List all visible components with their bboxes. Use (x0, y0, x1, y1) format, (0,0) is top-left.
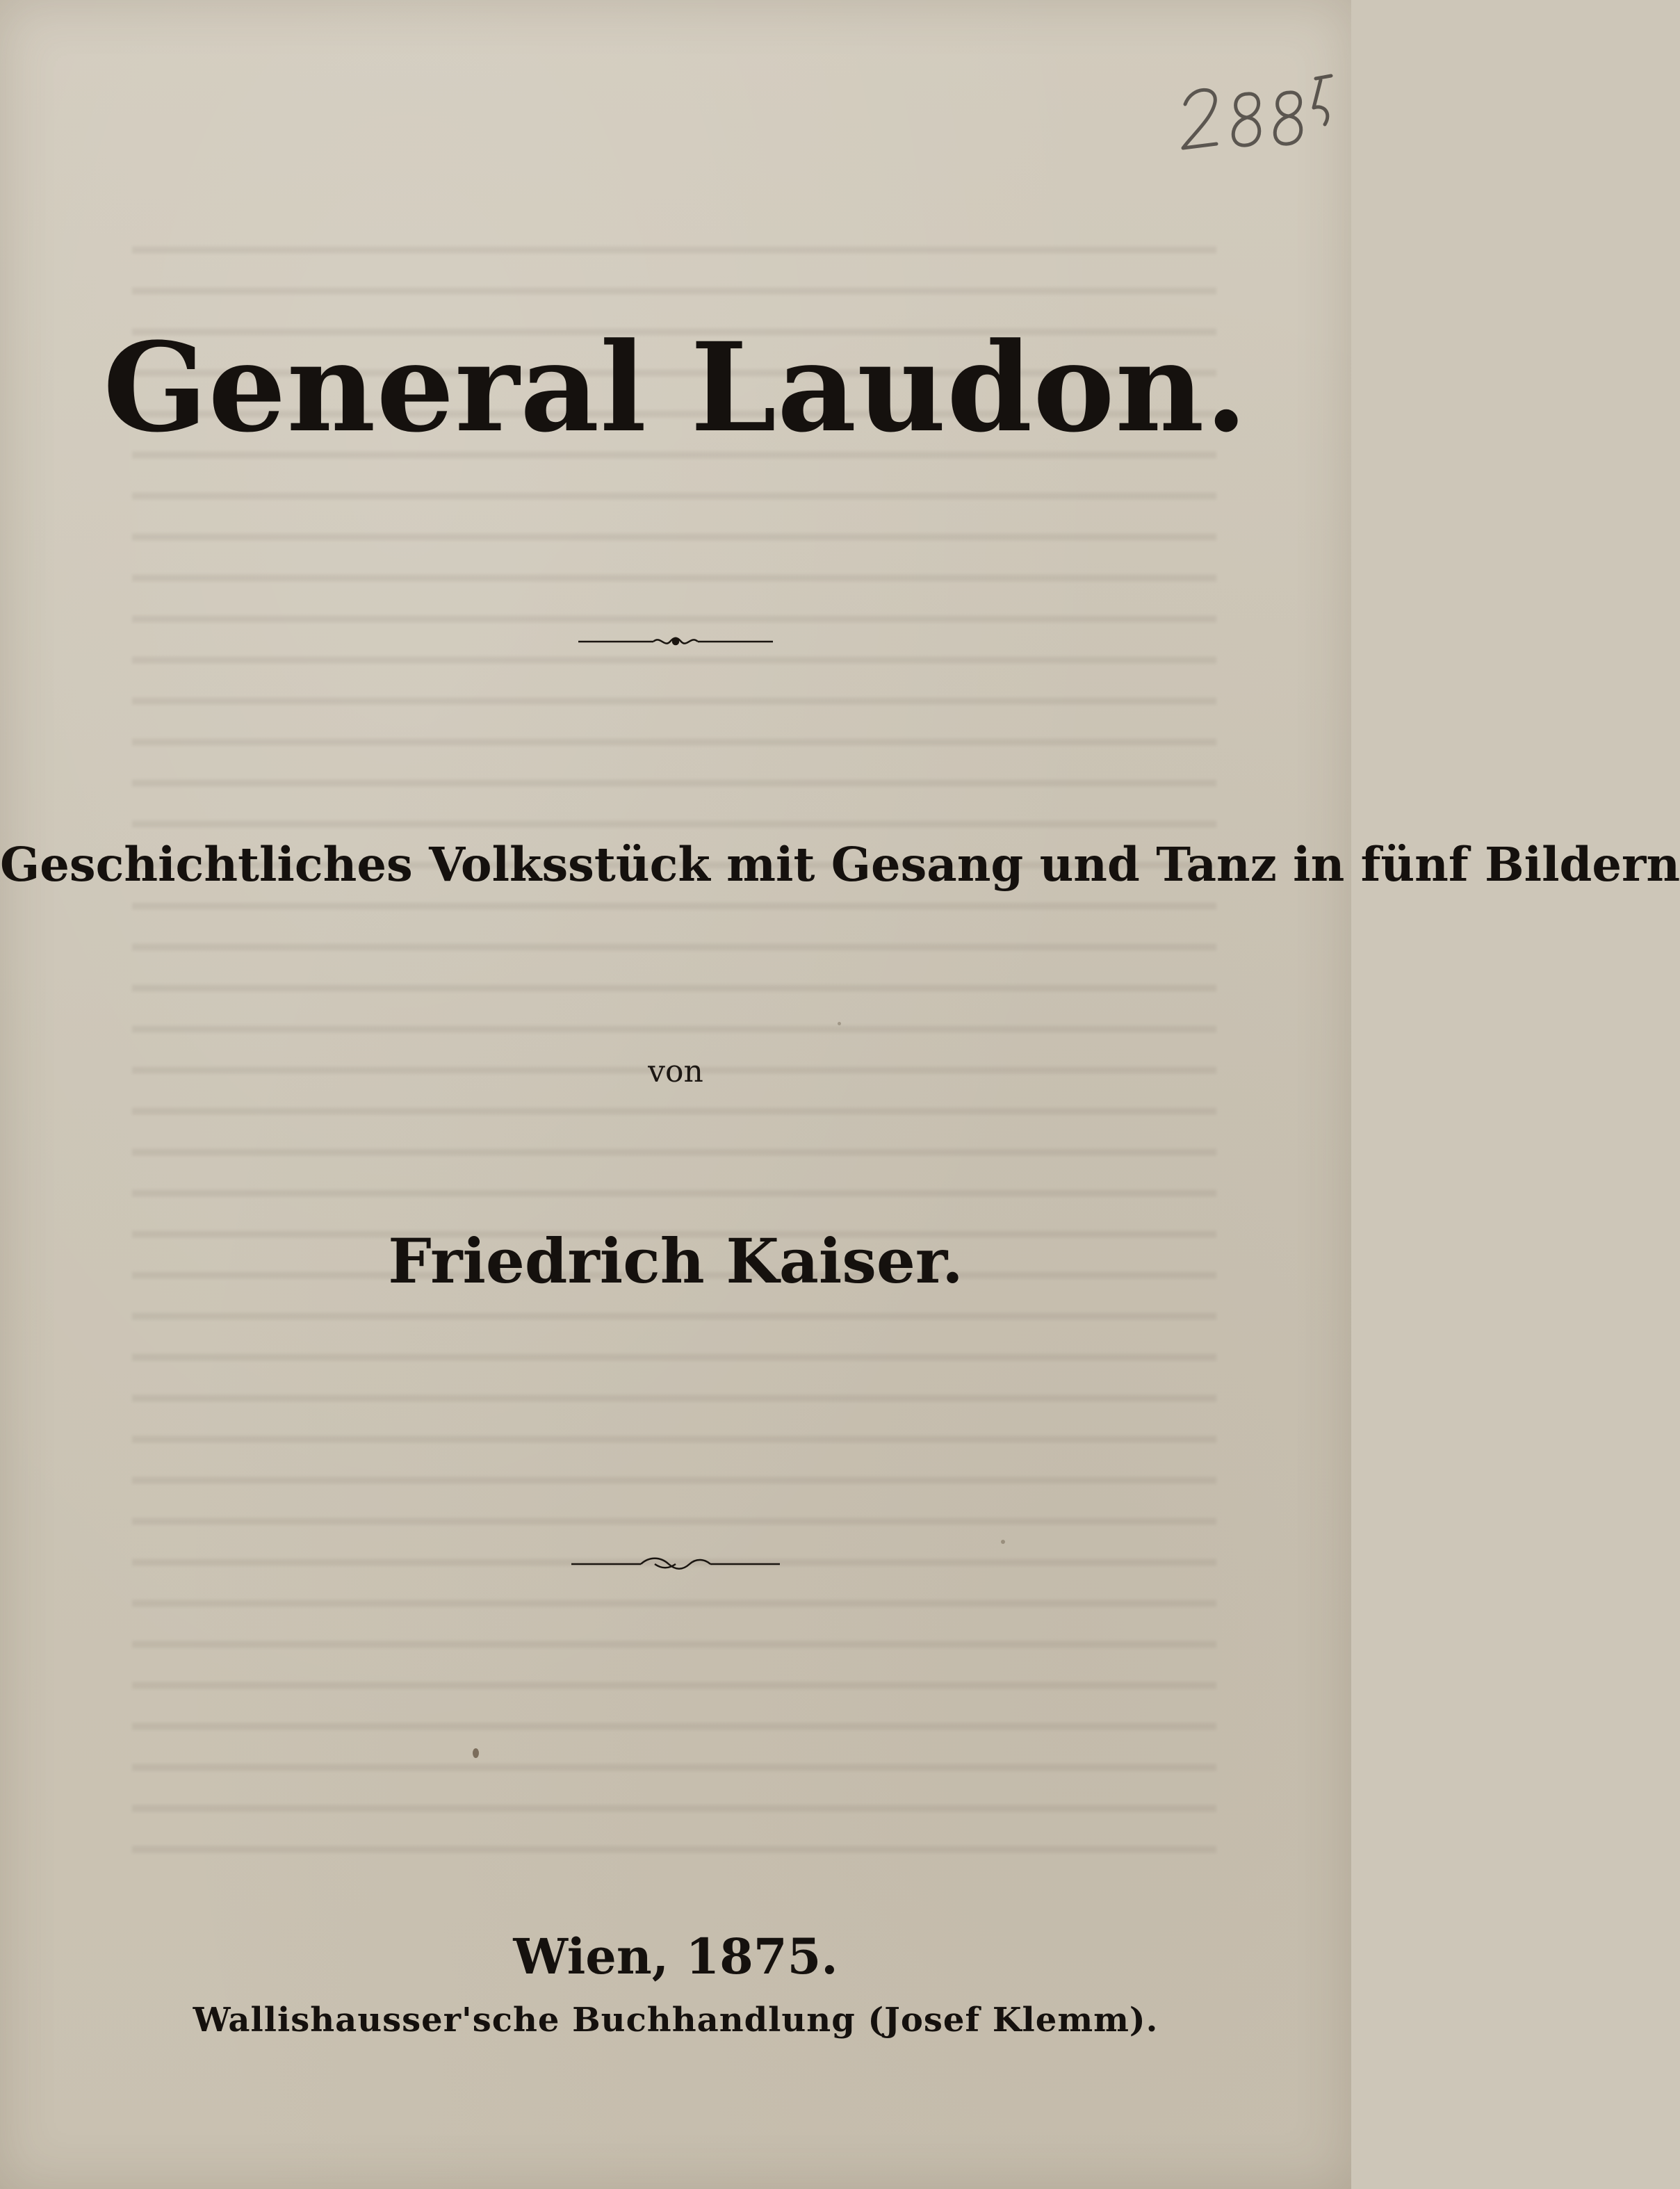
paper-speck (1001, 1540, 1005, 1544)
book-title: General Laudon. (103, 316, 1248, 459)
bleed-through-texture (132, 222, 1216, 1856)
place-and-year: Wien, 1875. (513, 1928, 838, 1985)
publisher-imprint: Wallishausser'sche Buchhandlung (Josef Klemm). (193, 2001, 1159, 2040)
ornament-divider-bottom (0, 1554, 1351, 1574)
paper-speck (838, 1022, 841, 1025)
handwritten-shelfmark (1175, 66, 1335, 163)
subtitle: Geschichtliches Volksstück mit Gesang und Tanz in fünf Bildern (0, 837, 1680, 892)
by-word: von (648, 1054, 703, 1089)
ornament-divider-top (0, 631, 1351, 652)
author-name: Friedrich Kaiser. (388, 1225, 963, 1297)
paper-speck (473, 1748, 479, 1758)
